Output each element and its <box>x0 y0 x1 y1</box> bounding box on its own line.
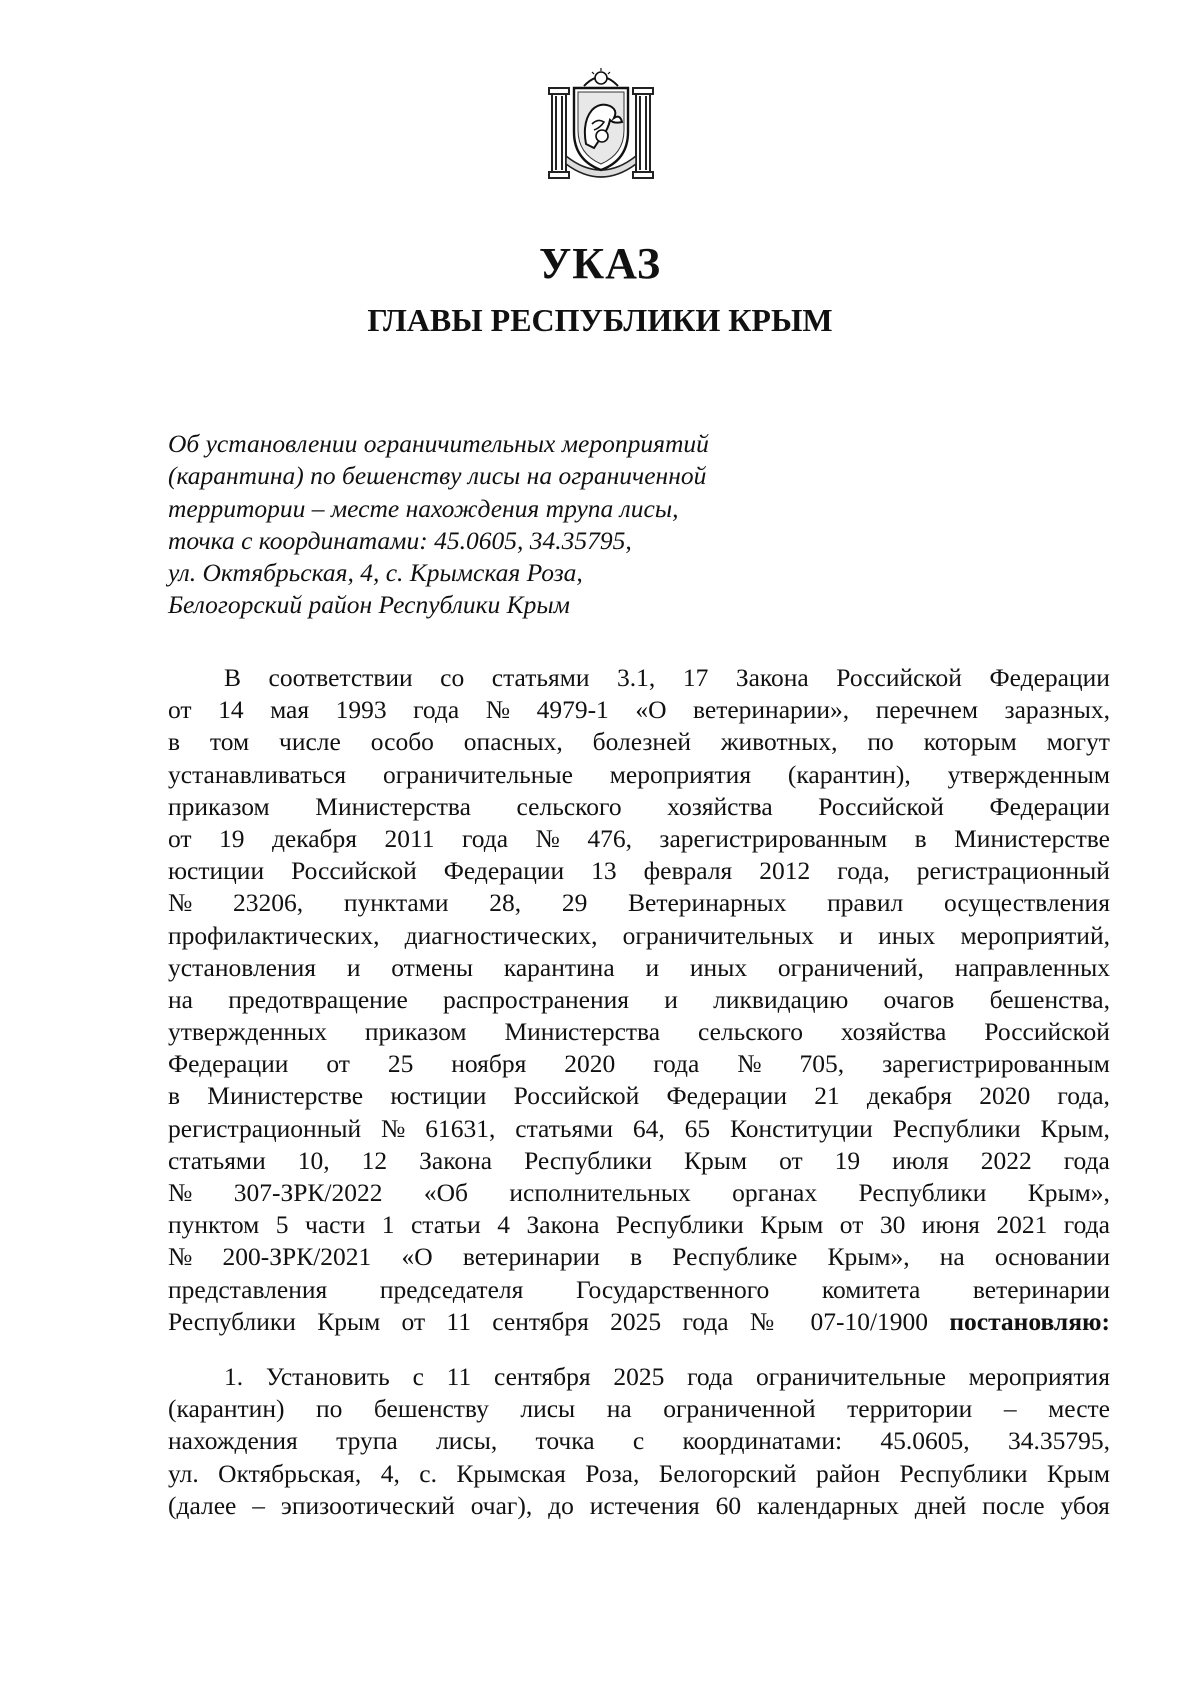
preamble-line: статьями 10, 12 Закона Республики Крым от 19 июля 2022 года <box>168 1145 1110 1175</box>
clause-1-line: 1. Установить с 11 сентября 2025 года ограничительные мероприятия <box>224 1362 1110 1391</box>
preamble-line: Федерации от 25 ноября 2020 года № 705, зарегистрированным <box>168 1049 1110 1079</box>
preamble-line: представления председателя Государственного комитета ветеринарии <box>168 1274 1110 1304</box>
clause-1-paragraph <box>168 1361 1110 1522</box>
subject-line: (карантина) по бешенству лисы на ограниченной <box>168 461 707 491</box>
clause-1-line: (карантин) по бешенству лисы на ограниченной территории – месте <box>168 1394 1110 1424</box>
decree-title: УКАЗ <box>538 239 662 288</box>
decree-subject <box>168 428 788 622</box>
preamble-line: регистрационный № 61631, статьями 64, 65 Конституции Республики Крым, <box>168 1113 1110 1143</box>
decree-issuer: ГЛАВЫ РЕСПУБЛИКИ КРЫМ <box>367 302 833 338</box>
preamble-line: от 19 декабря 2011 года № 476, зарегистрированным в Министерстве <box>168 823 1110 853</box>
clause-1-line: (далее – эпизоотический очаг), до истечения 60 календарных дней после убоя <box>168 1490 1110 1520</box>
preamble-line: В соответствии со статьями 3.1, 17 Закона Российской Федерации <box>224 663 1110 692</box>
subject-line: Белогорский район Республики Крым <box>168 590 570 620</box>
subject-line: Об установлении ограничительных мероприятий <box>168 429 709 458</box>
preamble-line: № 307-ЗРК/2022 «Об исполнительных органах Республики Крым», <box>168 1178 1110 1207</box>
preamble-line: юстиции Российской Федерации 13 февраля 2012 года, регистрационный <box>168 856 1110 886</box>
preamble-paragraph <box>168 662 1110 1338</box>
preamble-line: на предотвращение распространения и ликвидацию очагов бешенства, <box>168 984 1110 1014</box>
preamble-line: устанавливаться ограничительные мероприятия (карантин), утвержденным <box>168 759 1110 789</box>
preamble-line <box>168 1306 1110 1338</box>
preamble-line: № 200-ЗРК/2021 «О ветеринарии в Республике Крым», на основании <box>168 1242 1110 1272</box>
crimea-coat-of-arms-emblem <box>548 66 654 182</box>
preamble-line: профилактических, диагностических, ограничительных и иных мероприятий, <box>168 920 1110 950</box>
preamble-line: пунктом 5 части 1 статьи 4 Закона Республики Крым от 30 июня 2021 года <box>168 1210 1110 1240</box>
preamble-line: установления и отмены карантина и иных ограничений, направленных <box>168 952 1110 982</box>
preamble-last-text: Республики Крым от 11 сентября 2025 года № 07-10/1900 <box>168 1306 950 1336</box>
preamble-line: в Министерстве юстиции Российской Федерации 21 декабря 2020 года, <box>168 1081 1110 1111</box>
subject-line: ул. Октябрьская, 4, с. Крымская Роза, <box>168 558 583 588</box>
preamble-line: в том числе особо опасных, болезней животных, по которым могут <box>168 727 1110 757</box>
subject-line: точка с координатами: 45.0605, 34.35795, <box>168 525 632 555</box>
resolution-word: постановляю: <box>949 1306 1110 1336</box>
preamble-line: № 23206, пунктами 28, 29 Ветеринарных правил осуществления <box>168 888 1110 918</box>
clause-1-line: нахождения трупа лисы, точка с координатами: 45.0605, 34.35795, <box>168 1426 1110 1456</box>
clause-1-line: ул. Октябрьская, 4, с. Крымская Роза, Белогорский район Республики Крым <box>168 1458 1110 1488</box>
preamble-line: приказом Министерства сельского хозяйства Российской Федерации <box>168 791 1110 821</box>
preamble-line: от 14 мая 1993 года № 4979-1 «О ветеринарии», перечнем заразных, <box>168 695 1110 725</box>
subject-line: территории – месте нахождения трупа лисы, <box>168 493 679 523</box>
preamble-line: утвержденных приказом Министерства сельского хозяйства Российской <box>168 1017 1110 1047</box>
